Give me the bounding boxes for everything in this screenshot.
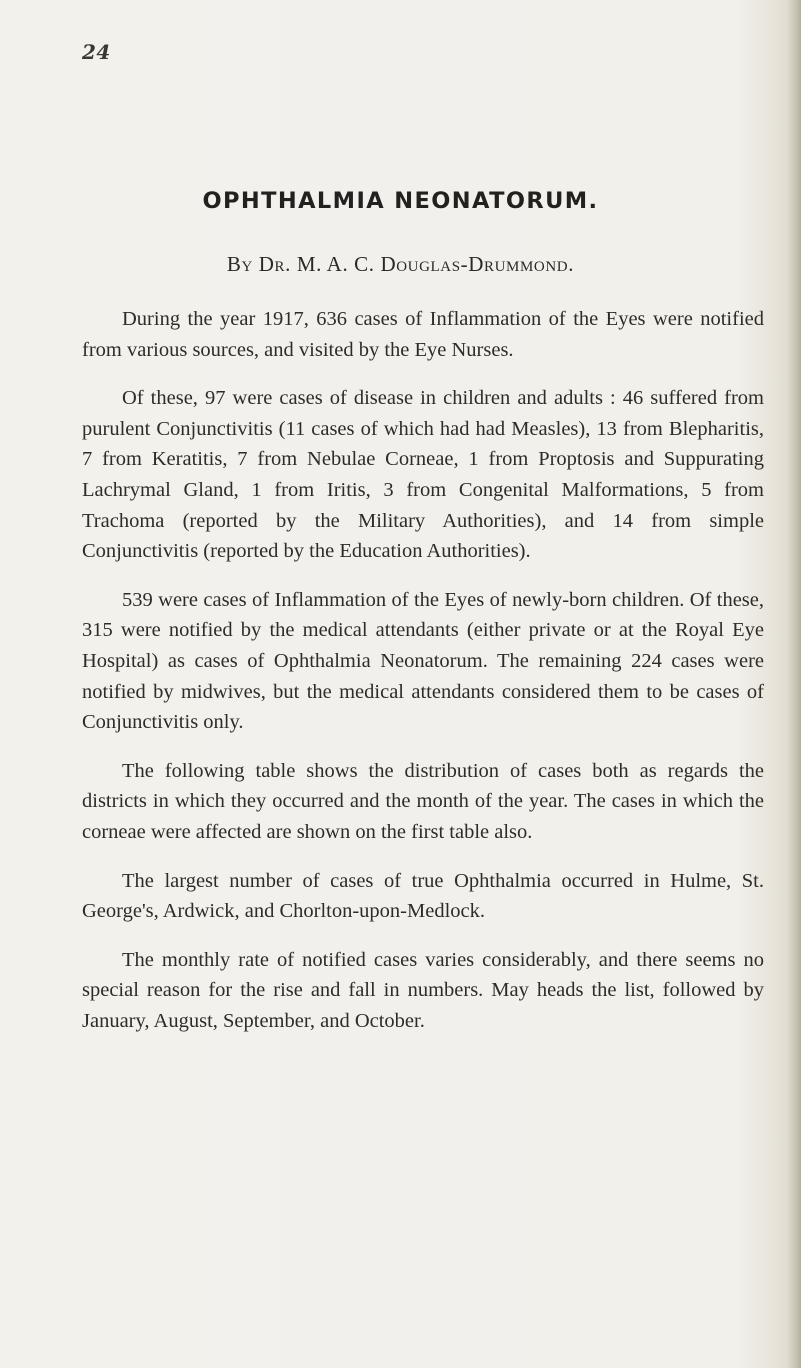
- paragraph-1: During the year 1917, 636 cases of Inflammation of the Eyes were notified from various sources, and visited by the Eye Nurses.: [82, 308, 764, 361]
- paragraph-2: Of these, 97 were cases of disease in children and adults : 46 suffered from purulent Conjunctivitis (11 cases of which had had Measles), 13 from Blepharitis, 7 from Keratitis, 7 from Nebulae Corneae, 1 from Proptosis and Suppurating Lachrymal Gland, 1 from Iritis, 3 from Congenital Malformations, 5 from Trachoma (reported by the Military Authorities), and 14 from simple Conjunctivitis (reported by the Education Authorities).: [82, 387, 764, 563]
- paragraph-3: 539 were cases of Inflammation of the Eyes of newly-born children. Of these, 315 were notified by the medical attendants (either private or at the Royal Eye Hospital) as cases of Ophthalmia Neonatorum. The remaining 224 cases were notified by midwives, but the medical attendants considered them to be cases of Conjunctivitis only.: [82, 588, 764, 734]
- article-body: [82, 304, 764, 1036]
- paragraph-5: The largest number of cases of true Ophthalmia occurred in Hulme, St. George's, Ardwick, and Chorlton-upon-Medlock.: [82, 869, 764, 923]
- author-byline: By Dr. M. A. C. Douglas-Drummond.: [226, 252, 575, 276]
- page-number: 24: [82, 40, 111, 64]
- paragraph-4: The following table shows the distribution of cases both as regards the districts in which they occurred and the month of the year. The cases in which the corneae were affected are shown on the first table also.: [82, 759, 764, 843]
- article-title: OPHTHALMIA NEONATORUM.: [202, 188, 599, 214]
- paragraph-6: The monthly rate of notified cases varies considerably, and there seems no special reason for the rise and fall in numbers. May heads the list, followed by January, August, September, and October.: [82, 948, 764, 1032]
